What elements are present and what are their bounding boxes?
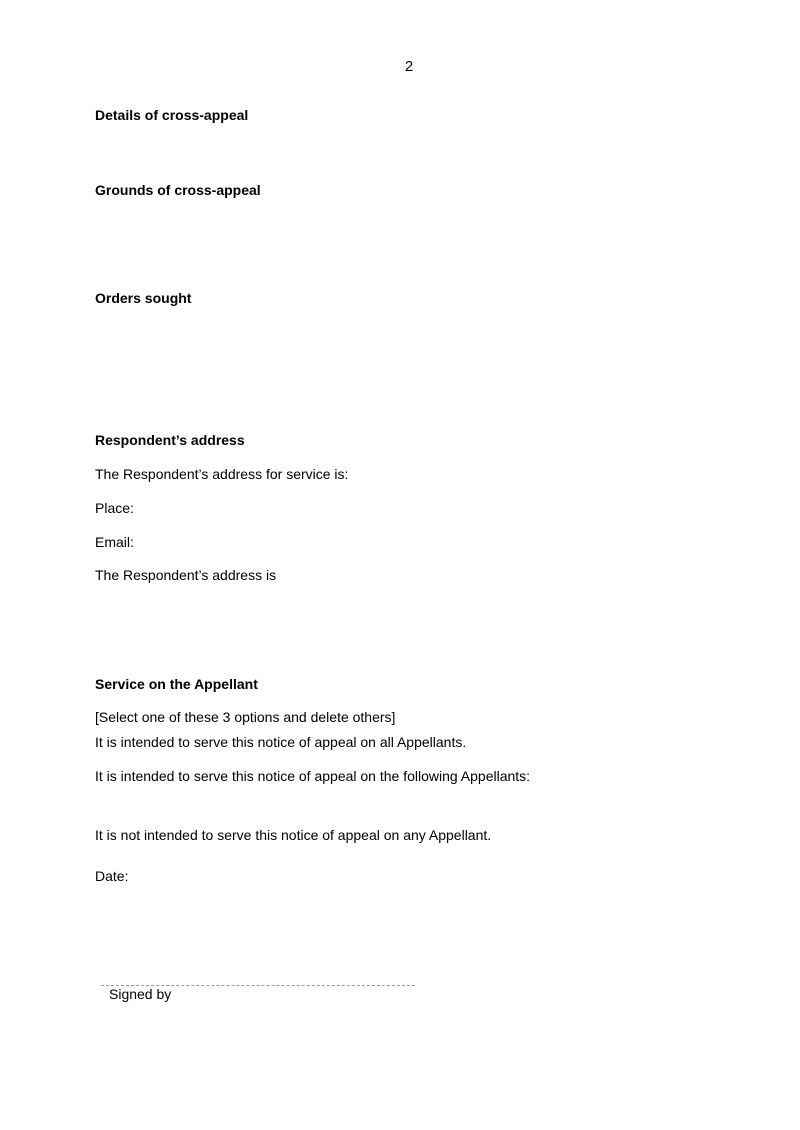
respondent-address-label: The Respondent’s address is	[95, 567, 277, 583]
email-label: Email:	[95, 534, 134, 550]
service-option-following-appellants: It is intended to serve this notice of appeal on the following Appellants:	[95, 768, 531, 784]
signed-by-label: Signed by	[109, 986, 172, 1002]
respondent-service-address-label: The Respondent’s address for service is:	[95, 466, 349, 482]
heading-details-of-cross-appeal: Details of cross-appeal	[95, 107, 249, 123]
service-option-all-appellants: It is intended to serve this notice of appeal on all Appellants.	[95, 734, 467, 750]
heading-grounds-of-cross-appeal: Grounds of cross-appeal	[95, 182, 261, 198]
page-number: 2	[404, 58, 414, 75]
heading-service-on-appellant: Service on the Appellant	[95, 676, 258, 692]
heading-orders-sought: Orders sought	[95, 290, 192, 306]
place-label: Place:	[95, 500, 134, 516]
service-instruction: [Select one of these 3 options and delete others]	[95, 709, 396, 725]
heading-respondents-address: Respondent’s address	[95, 432, 245, 448]
date-label: Date:	[95, 868, 129, 884]
service-option-no-appellant: It is not intended to serve this notice of appeal on any Appellant.	[95, 827, 492, 843]
